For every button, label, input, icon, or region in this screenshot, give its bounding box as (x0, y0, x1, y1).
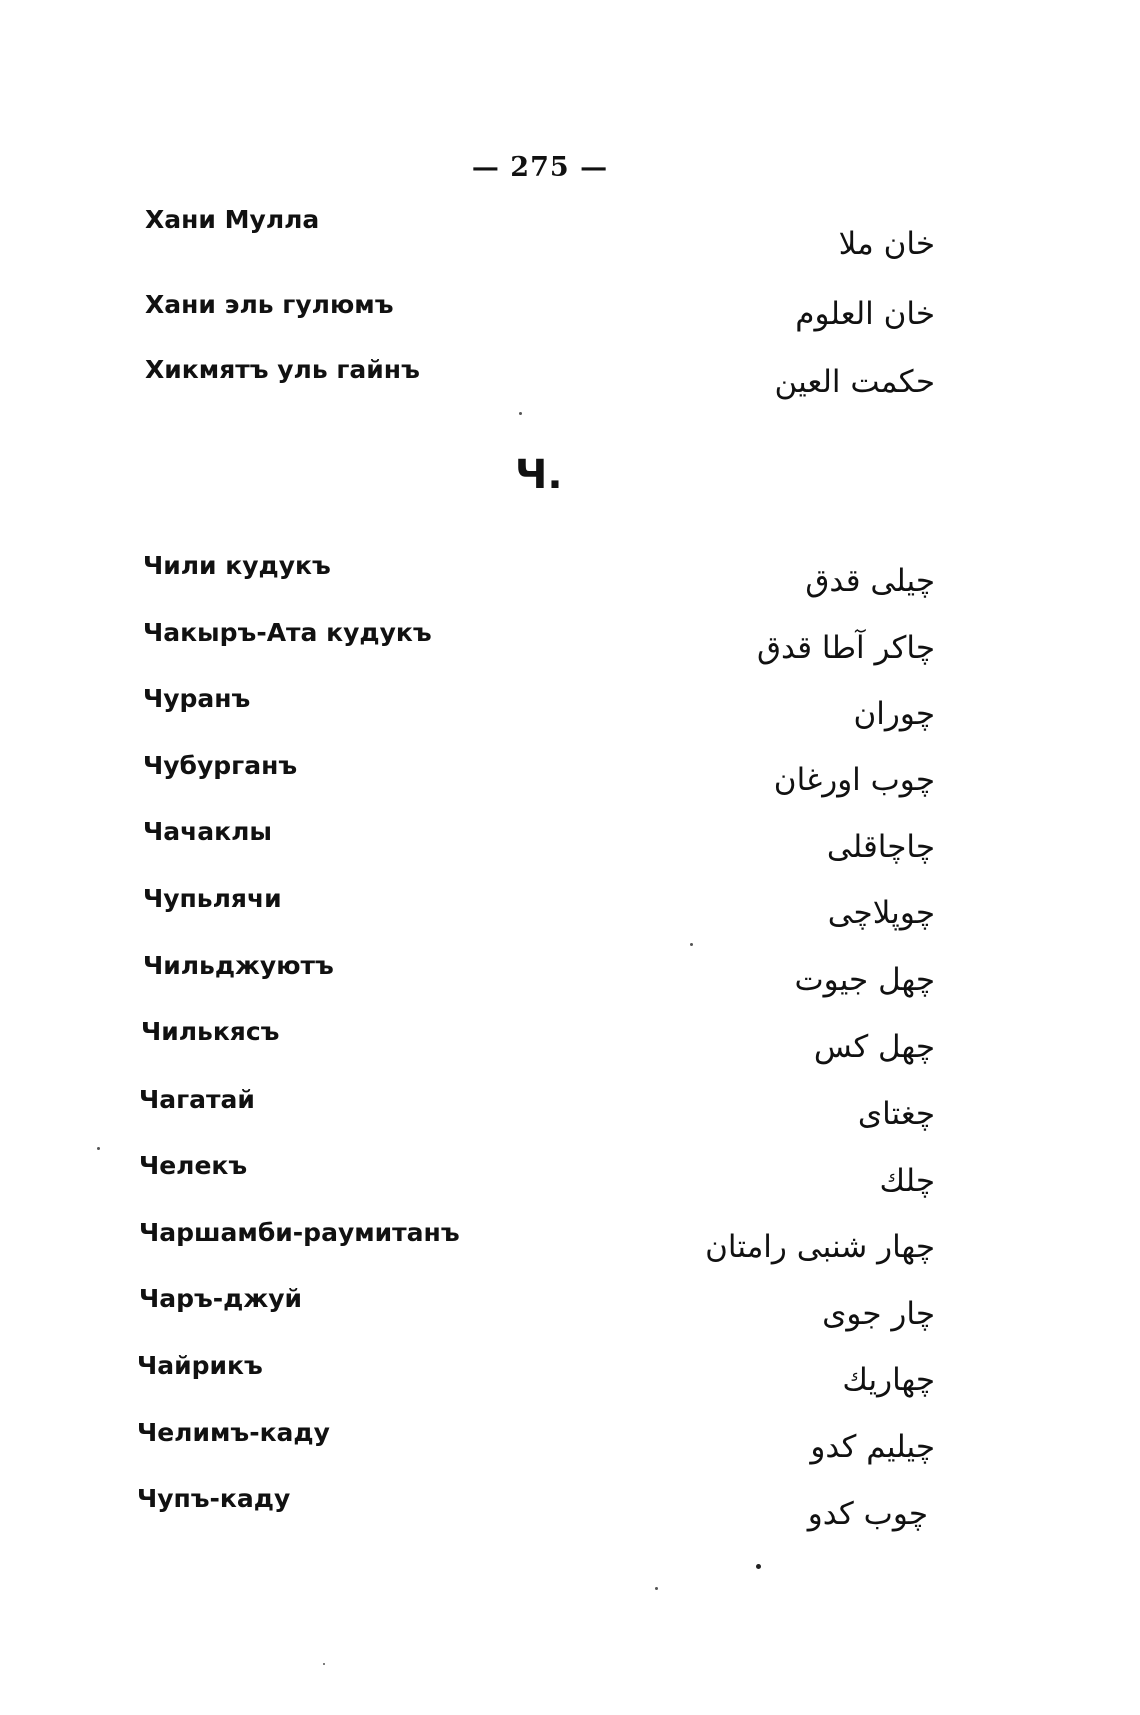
entry-ar: چار جوى (822, 1296, 935, 1332)
entry-ru: Хани эль гулюмъ (145, 290, 394, 319)
scan-speck (690, 943, 693, 946)
entry-ar: خان العلوم (795, 296, 935, 332)
entry-ru: Чаршамби-раумитанъ (139, 1218, 460, 1247)
entry-ru: Чакыръ-Ата кудукъ (143, 618, 432, 647)
entry-ru: Чилькясъ (141, 1017, 280, 1046)
entry-ru: Хикмятъ уль гайнъ (145, 355, 420, 384)
entry-ar: چيليم كدو (810, 1429, 935, 1465)
entry-ar: چهاريك (842, 1362, 935, 1398)
entry-ru: Чупьлячи (143, 884, 282, 913)
entry-ar: چهار شنبى رامتان (705, 1229, 935, 1265)
entry-ru: Чайрикъ (137, 1351, 263, 1380)
entry-ru: Челимъ-каду (137, 1418, 330, 1447)
entry-ar: چوب اورغان (773, 762, 935, 798)
entry-ru: Чаръ-джуй (139, 1284, 303, 1313)
entry-ar: چيلى قدق (805, 563, 935, 599)
scan-speck (519, 412, 522, 415)
page-number: — 275 — (471, 152, 609, 183)
entry-ar: چهل كس (813, 1029, 935, 1065)
entry-ar: چاكر آطا قدق (756, 630, 935, 666)
entry-ru: Чили кудукъ (143, 551, 331, 580)
section-heading: Ч. (515, 452, 563, 498)
entry-ru: Челекъ (139, 1151, 248, 1180)
entry-ru: Хани Мулла (145, 205, 320, 234)
scan-speck (97, 1147, 100, 1150)
entry-ru: Чупъ-каду (137, 1484, 291, 1513)
entry-ru: Чубурганъ (143, 751, 298, 780)
entry-ru: Чильджуютъ (143, 951, 334, 980)
scan-speck (323, 1663, 325, 1665)
entry-ru: Чагатай (139, 1085, 255, 1114)
entry-ar: چاچاقلى (826, 829, 935, 865)
entry-ar: چوپلاچى (827, 895, 935, 931)
scan-speck (756, 1564, 761, 1569)
entry-ru: Чуранъ (143, 684, 251, 713)
entry-ar: چغتاى (857, 1096, 935, 1132)
scan-speck (655, 1587, 658, 1590)
entry-ar: چهل جيوت (794, 962, 935, 998)
entry-ar: حكمت العين (774, 364, 935, 400)
entry-ar: چلك (879, 1163, 935, 1199)
entry-ar: خان ملا (838, 226, 935, 262)
entry-ar: چوب كدو (807, 1496, 928, 1532)
entry-ar: چوران (853, 696, 935, 732)
entry-ru: Чачаклы (143, 817, 272, 846)
